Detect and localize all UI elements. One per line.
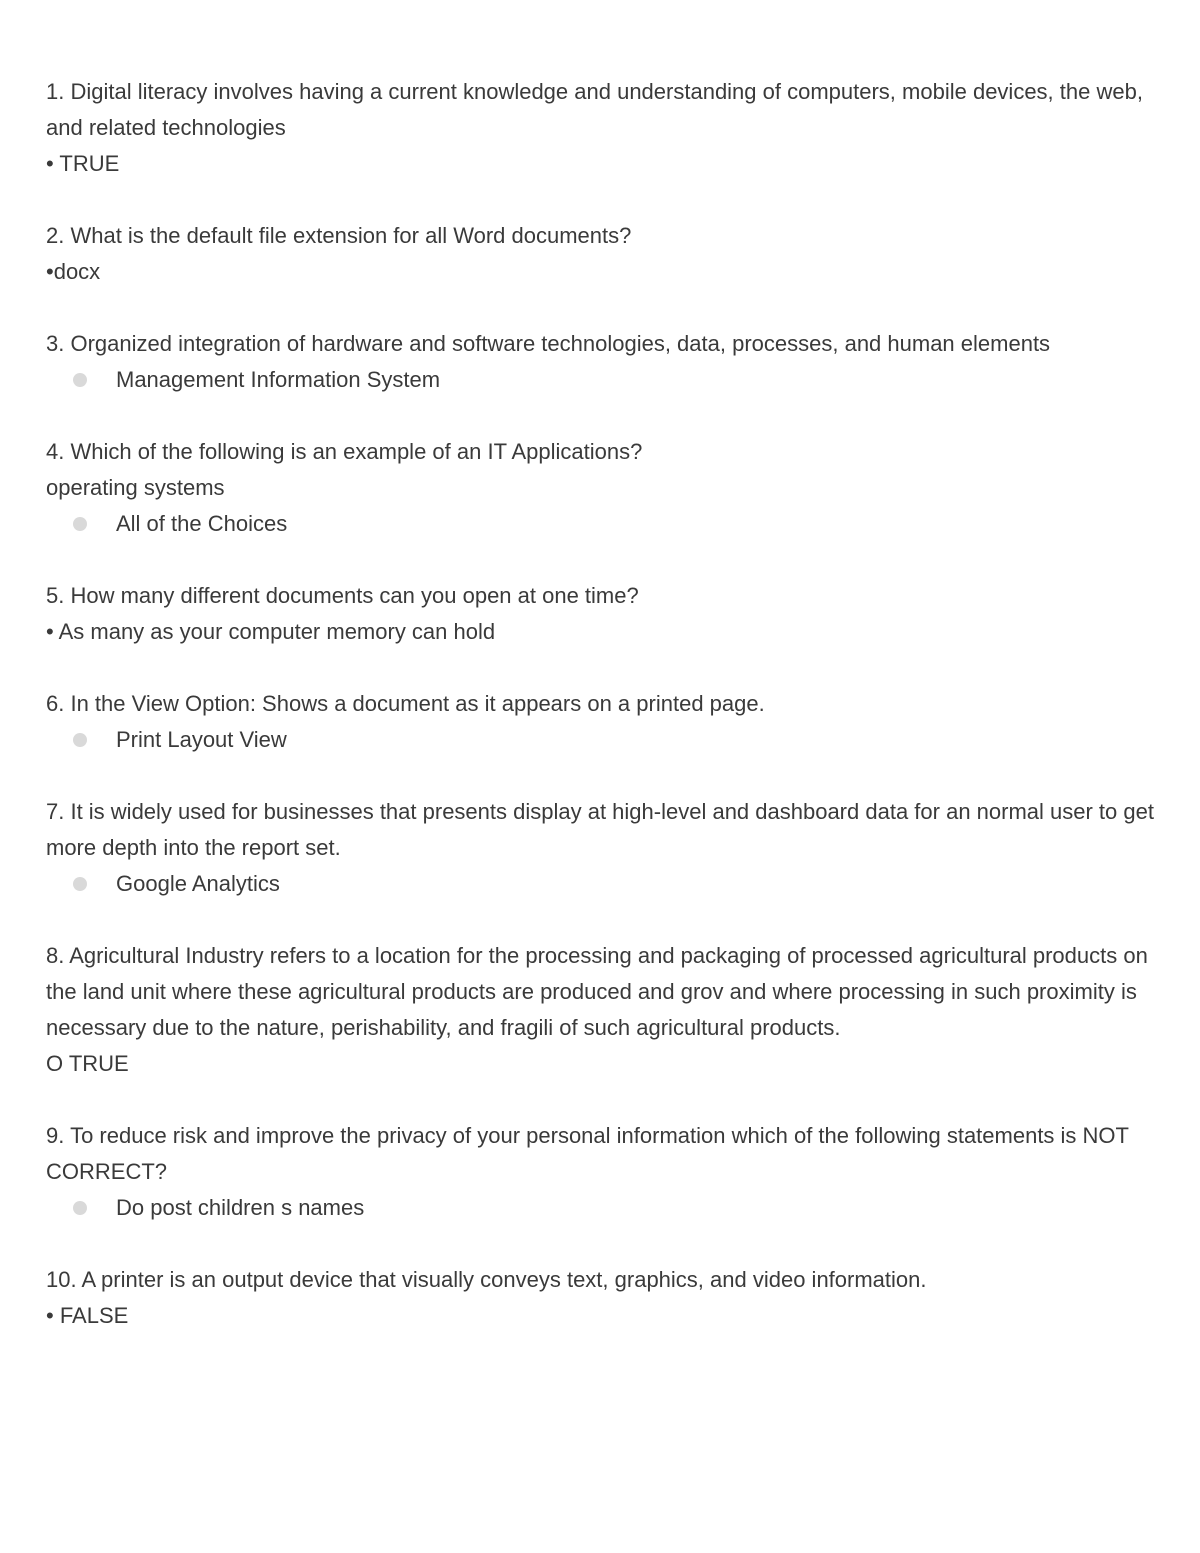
- bullet-dot-icon: [73, 517, 87, 531]
- question-text: 10. A printer is an output device that visually conveys text, graphics, and video information.: [46, 1267, 927, 1292]
- question-block-5: [46, 578, 1156, 650]
- question-text: 6. In the View Option: Shows a document as it appears on a printed page.: [46, 691, 765, 716]
- question-text: 1. Digital literacy involves having a current knowledge and understanding of computers, mobile devices, the web, and related technologies: [46, 79, 1143, 140]
- answer-text: Print Layout View: [116, 727, 287, 752]
- answer-text: Google Analytics: [116, 871, 280, 896]
- bullet-dot-icon: [73, 877, 87, 891]
- answer-text: Do post children s names: [116, 1195, 365, 1220]
- question-text: 8. Agricultural Industry refers to a location for the processing and packaging of processed agricultural products on the land unit where these agricultural products are produced and grov and where processing in such proximity is necessary due to the nature, perishability, and fragili of such agricultural products.: [46, 943, 1148, 1040]
- answer-option: [46, 722, 1156, 758]
- answer-text: O TRUE: [46, 1051, 129, 1076]
- answer-text: •docx: [46, 259, 101, 284]
- bullet-dot-icon: [73, 373, 87, 387]
- answer-option: [46, 506, 1156, 542]
- question-text: 4. Which of the following is an example of an IT Applications?: [46, 439, 643, 464]
- bullet-dot-icon: [73, 733, 87, 747]
- question-block-7: [46, 794, 1156, 902]
- question-block-8: [46, 938, 1156, 1082]
- answer-text: operating systems: [46, 475, 225, 500]
- question-block-2: [46, 218, 1156, 290]
- question-text: 7. It is widely used for businesses that presents display at high-level and dashboard data for an normal user to get more depth into the report set.: [46, 799, 1154, 860]
- question-block-1: [46, 74, 1156, 182]
- question-block-6: [46, 686, 1156, 758]
- question-text: 5. How many different documents can you open at one time?: [46, 583, 639, 608]
- answer-text: • As many as your computer memory can hold: [46, 619, 496, 644]
- answer-text: All of the Choices: [116, 511, 288, 536]
- question-block-4: [46, 434, 1156, 542]
- question-text: 9. To reduce risk and improve the privacy of your personal information which of the following statements is NOT CORRECT?: [46, 1123, 1129, 1184]
- question-text: 2. What is the default file extension for all Word documents?: [46, 223, 632, 248]
- question-block-3: [46, 326, 1156, 398]
- answer-option: [46, 362, 1156, 398]
- question-text: 3. Organized integration of hardware and software technologies, data, processes, and human elements: [46, 331, 1051, 356]
- answer-option: [46, 866, 1156, 902]
- answer-text: • TRUE: [46, 151, 120, 176]
- answer-text: • FALSE: [46, 1303, 129, 1328]
- question-block-9: [46, 1118, 1156, 1226]
- question-block-10: [46, 1262, 1156, 1334]
- answer-option: [46, 1190, 1156, 1226]
- bullet-dot-icon: [73, 1201, 87, 1215]
- quiz-document: [46, 74, 1156, 1370]
- answer-text: Management Information System: [116, 367, 441, 392]
